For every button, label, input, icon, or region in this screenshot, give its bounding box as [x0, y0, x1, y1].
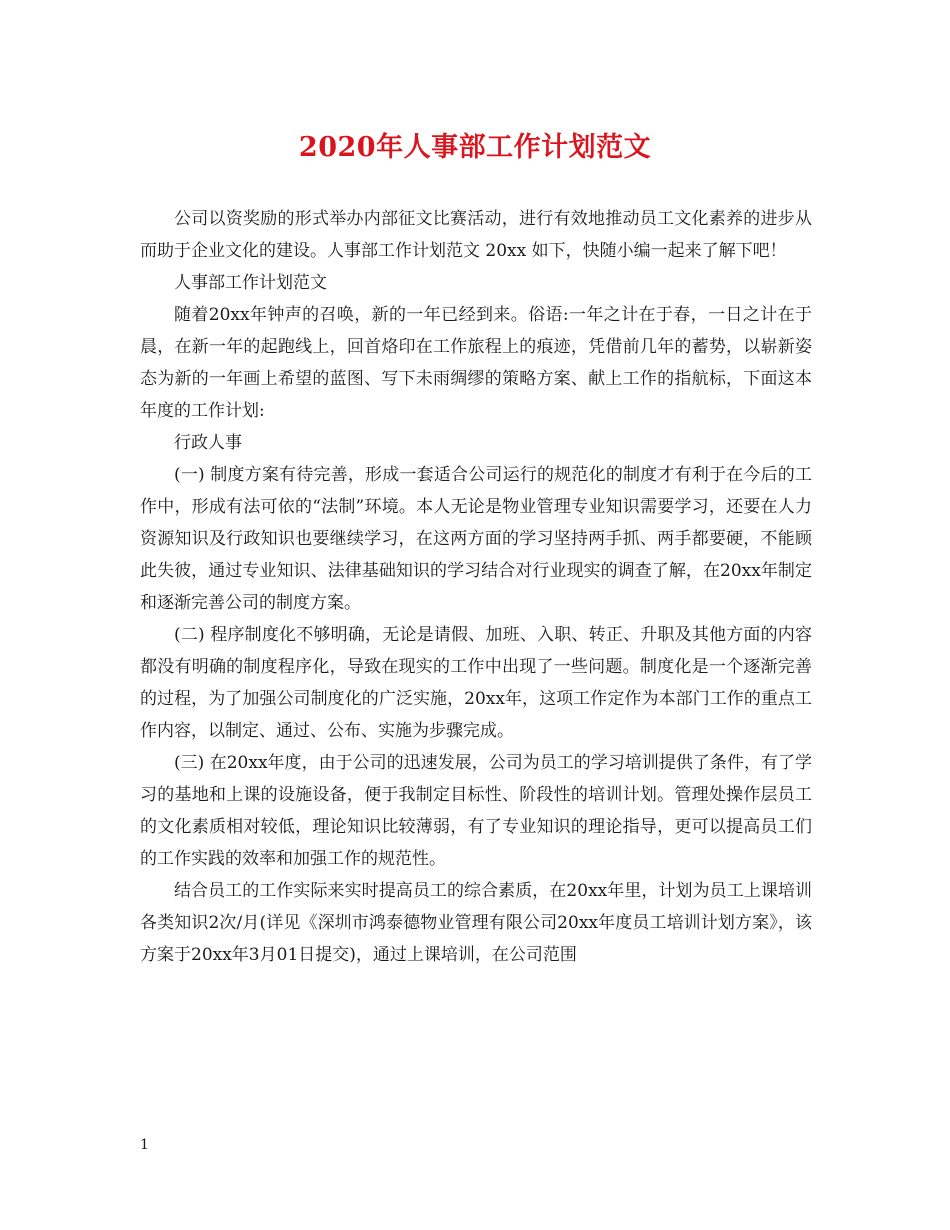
- paragraph-item-2: (二) 程序制度化不够明确，无论是请假、加班、入职、转正、升职及其他方面的内容都没有明确的制度程序化，导致在现实的工作中出现了一些问题。制度化是一个逐渐完善的过程，为了加强公司制度化的广泛实施，20xx年，这项工作定作为本部门工作的重点工作内容，以制定、通过、公布、实施为步骤完成。: [140, 625, 812, 741]
- paragraph-item-1: (一) 制度方案有待完善，形成一套适合公司运行的规范化的制度才有利于在今后的工作中，形成有法可依的“法制”环境。本人无论是物业管理专业知识需要学习，还要在人力资源知识及行政知识也要继续学习，在这两方面的学习坚持两手抓、两手都要硬，不能顾此失彼，通过专业知识、法律基础知识的学习结合对行业现实的调查了解，在20xx年制定和逐渐完善公司的制度方案。: [140, 465, 812, 613]
- document-body: [140, 203, 812, 971]
- paragraph-training: 结合员工的工作实际来实时提高员工的综合素质，在20xx年里，计划为员工上课培训各类知识2次/月(详见《深圳市鸿泰德物业管理有限公司20xx年度员工培训计划方案》，该方案于20xx年3月01日提交)，通过上课培训，在公司范围: [140, 881, 812, 965]
- section-heading-admin-hr: 行政人事: [174, 433, 242, 453]
- paragraph-intro: 公司以资奖励的形式举办内部征文比赛活动，进行有效地推动员工文化素养的进步从而助于企业文化的建设。人事部工作计划范文 20xx 如下，快随小编一起来了解下吧！: [140, 209, 812, 261]
- page-number: 1: [140, 1137, 149, 1153]
- paragraph-item-3: (三) 在20xx年度，由于公司的迅速发展，公司为员工的学习培训提供了条件，有了学习的基地和上课的设施设备，便于我制定目标性、阶段性的培训计划。管理处操作层员工的文化素质相对较低，理论知识比较薄弱，有了专业知识的理论指导，更可以提高员工们的工作实践的效率和加强工作的规范性。: [140, 753, 812, 869]
- document-title: 2020年人事部工作计划范文: [298, 132, 652, 163]
- paragraph-heading: 人事部工作计划范文: [174, 273, 327, 293]
- paragraph-new-year: 随着20xx年钟声的召唤，新的一年已经到来。俗语:一年之计在于春，一日之计在于晨，在新一年的起跑线上，回首烙印在工作旅程上的痕迹，凭借前几年的蓄势，以崭新姿态为新的一年画上希望的蓝图、写下未雨绸缪的策略方案、献上工作的指航标，下面这本年度的工作计划:: [140, 305, 812, 421]
